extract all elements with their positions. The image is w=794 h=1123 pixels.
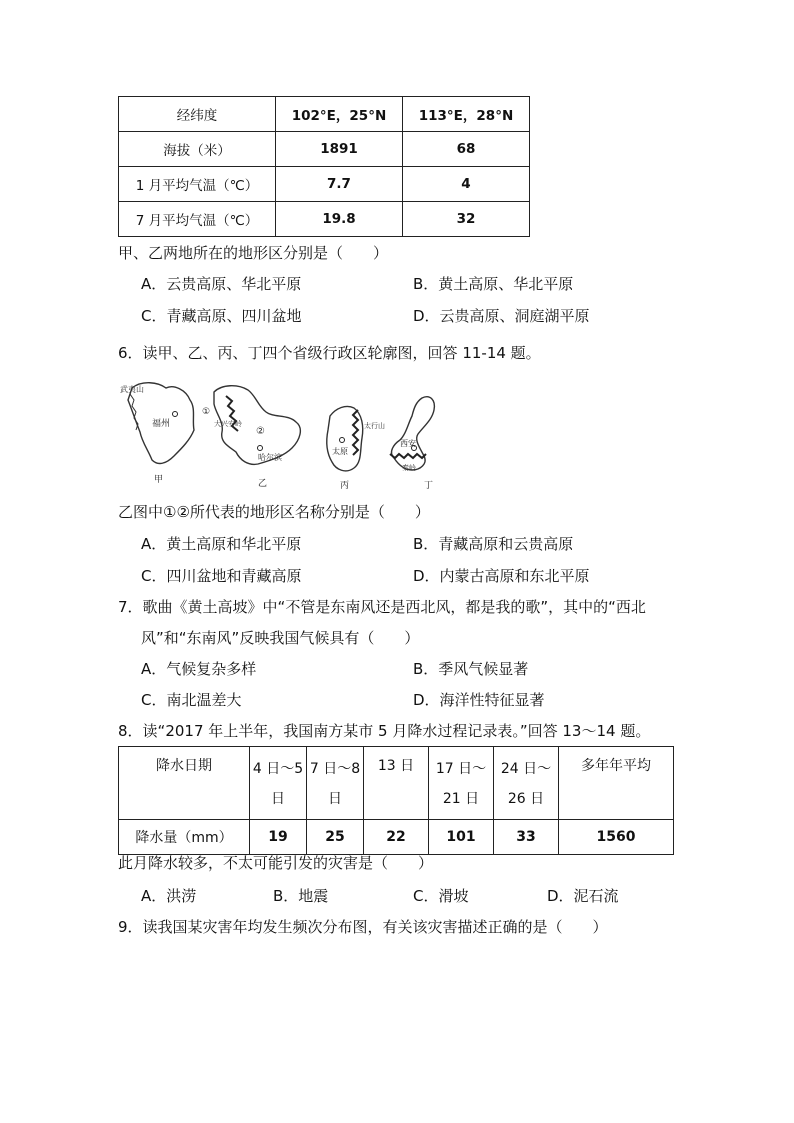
caption-ding: 丁 bbox=[424, 481, 434, 491]
table-header-cell bbox=[429, 747, 494, 820]
q7-option-d: D．海洋性特征显著 bbox=[413, 691, 545, 709]
table-cell: 25 bbox=[307, 820, 364, 855]
table-row bbox=[119, 132, 530, 167]
table-header-cell bbox=[494, 747, 559, 820]
q5-option-d: D．云贵高原、洞庭湖平原 bbox=[413, 307, 590, 325]
label-xian: 西安 bbox=[400, 439, 416, 448]
table-cell: 22 bbox=[364, 820, 429, 855]
table-row bbox=[119, 167, 530, 202]
table-cell: 海拔（米） bbox=[119, 132, 276, 167]
q8-option-c: C．滑坡 bbox=[413, 887, 469, 905]
label-daxinganling: 大兴安岭 bbox=[214, 420, 242, 428]
table-cell: 32 bbox=[403, 202, 530, 237]
label-c1: ① bbox=[202, 407, 211, 417]
label-c2: ② bbox=[256, 426, 265, 437]
date-line: 7 日～8 bbox=[309, 761, 361, 777]
table-header-row bbox=[119, 747, 674, 820]
q7-option-a: A．气候复杂多样 bbox=[141, 660, 257, 678]
q6-stem: 6．读甲、乙、丙、丁四个省级行政区轮廓图，回答 11-14 题。 bbox=[118, 344, 541, 362]
province-outline-maps bbox=[118, 374, 454, 494]
date-line: 日 bbox=[328, 791, 342, 807]
table-header-row bbox=[119, 97, 530, 132]
map-ding bbox=[390, 397, 434, 491]
table-header-cell bbox=[250, 747, 307, 820]
q6-option-b: B．青藏高原和云贵高原 bbox=[413, 535, 574, 553]
table-header-cell: 降水日期 bbox=[119, 747, 250, 820]
q7-option-c: C．南北温差大 bbox=[141, 691, 242, 709]
date-line: 17 日～ bbox=[435, 761, 487, 777]
table-cell: 1891 bbox=[276, 132, 403, 167]
q8-option-b: B．地震 bbox=[273, 887, 329, 905]
table-header-cell: 13 日 bbox=[364, 747, 429, 820]
q8-option-a: A．洪涝 bbox=[141, 887, 197, 905]
q8-sub: 此月降水较多，不太可能引发的灾害是（ ） bbox=[118, 854, 434, 872]
table-cell: 19.8 bbox=[276, 202, 403, 237]
table-cell: 101 bbox=[429, 820, 494, 855]
rainfall-table bbox=[118, 746, 674, 855]
q8-stem: 8．读“2017 年上半年，我国南方某市 5 月降水过程记录表。”回答 13～14 题。 bbox=[118, 722, 651, 740]
date-line: 4 日～5 bbox=[252, 761, 304, 777]
label-fuzhou: 福州 bbox=[152, 419, 171, 429]
q8-option-d: D．泥石流 bbox=[547, 887, 619, 905]
label-taihang: 太行山 bbox=[364, 422, 385, 430]
date-line: 日 bbox=[271, 791, 285, 807]
table-cell: 33 bbox=[494, 820, 559, 855]
label-qinling: 秦岭 bbox=[402, 464, 416, 472]
table-cell: 19 bbox=[250, 820, 307, 855]
caption-bing: 丙 bbox=[340, 481, 350, 491]
table-row bbox=[119, 820, 674, 855]
table-header-cell: 113°E，28°N bbox=[403, 97, 530, 132]
q7-stem-line2: 风”和“东南风”反映我国气候具有（ ） bbox=[141, 629, 420, 647]
table-cell: 降水量（mm） bbox=[119, 820, 250, 855]
map-bing bbox=[327, 406, 385, 491]
q5-option-a: A．云贵高原、华北平原 bbox=[141, 275, 302, 293]
table-cell: 7.7 bbox=[276, 167, 403, 202]
q9-stem: 9．读我国某灾害年均发生频次分布图，有关该灾害描述正确的是（ ） bbox=[118, 918, 608, 936]
table-header-cell: 经纬度 bbox=[119, 97, 276, 132]
q6-option-a: A．黄土高原和华北平原 bbox=[141, 535, 302, 553]
label-harbin: 哈尔滨 bbox=[258, 453, 282, 462]
date-line: 26 日 bbox=[507, 791, 545, 807]
caption-jia: 甲 bbox=[154, 475, 164, 485]
table-header-cell: 102°E，25°N bbox=[276, 97, 403, 132]
q5-option-b: B．黄土高原、华北平原 bbox=[413, 275, 574, 293]
caption-yi: 乙 bbox=[258, 479, 268, 489]
map-yi bbox=[202, 386, 300, 489]
q6-option-c: C．四川盆地和青藏高原 bbox=[141, 567, 302, 585]
table-cell: 1 月平均气温（℃） bbox=[119, 167, 276, 202]
table-header-cell: 多年年平均 bbox=[559, 747, 674, 820]
table-cell: 68 bbox=[403, 132, 530, 167]
table-cell: 1560 bbox=[559, 820, 674, 855]
q6-option-d: D．内蒙古高原和东北平原 bbox=[413, 567, 590, 585]
table-row bbox=[119, 202, 530, 237]
q6-sub: 乙图中①②所代表的地形区名称分别是（ ） bbox=[118, 503, 430, 521]
label-taiyuan: 太原 bbox=[332, 447, 348, 456]
q5-stem: 甲、乙两地所在的地形区分别是（ ） bbox=[118, 244, 389, 262]
label-wuyi: 武夷山 bbox=[120, 385, 144, 394]
date-line: 24 日～ bbox=[500, 761, 552, 777]
q7-option-b: B．季风气候显著 bbox=[413, 660, 529, 678]
table-cell: 4 bbox=[403, 167, 530, 202]
climate-table bbox=[118, 96, 530, 237]
table-cell: 7 月平均气温（℃） bbox=[119, 202, 276, 237]
q7-stem-line1: 7．歌曲《黄土高坡》中“不管是东南风还是西北风，都是我的歌”，其中的“西北 bbox=[118, 598, 646, 616]
map-jia bbox=[120, 383, 194, 485]
q5-option-c: C．青藏高原、四川盆地 bbox=[141, 307, 302, 325]
date-line: 21 日 bbox=[442, 791, 480, 807]
table-header-cell bbox=[307, 747, 364, 820]
